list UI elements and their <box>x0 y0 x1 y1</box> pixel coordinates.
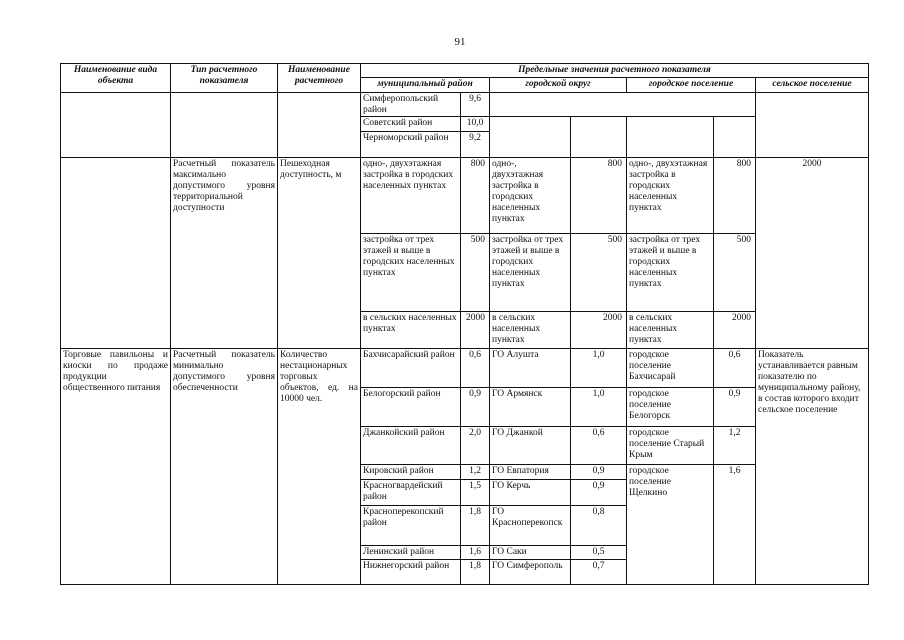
walk-city-text: в сельских населенных пунктах <box>489 311 571 349</box>
kiosk-city-value: 0,8 <box>570 505 627 546</box>
walk-city-value: 500 <box>570 233 627 312</box>
kiosk-city-value: 0,5 <box>570 545 627 560</box>
kiosk-city-name: ГО Саки <box>489 545 571 560</box>
district-name-cell: Черноморский район <box>360 131 461 158</box>
kiosk-settlement-value: 0,6 <box>713 348 756 388</box>
kiosk-city-name: ГО Армянск <box>489 387 571 427</box>
kiosk-district-value: 1,8 <box>460 505 490 546</box>
kiosk-city-value: 0,7 <box>570 559 627 585</box>
walk-city-value: 800 <box>570 157 627 234</box>
kiosk-district-value: 0,9 <box>460 387 490 427</box>
kiosk-district-value: 1,8 <box>460 559 490 585</box>
walk-municipal-text: застройка от трех этажей и выше в городских населенных пунктах <box>360 233 461 312</box>
kiosk-city-value: 1,0 <box>570 387 627 427</box>
kiosk-city-value: 0,9 <box>570 464 627 480</box>
header-municipal-district: муниципальный район <box>360 77 490 93</box>
walk-municipal-text: одно-, двухэтажная застройка в городских населенных пунктах <box>360 157 461 234</box>
district-name-cell: Симферопольский район <box>360 92 461 117</box>
kiosk-city-value: 1,0 <box>570 348 627 388</box>
walk-municipal-value: 800 <box>460 157 490 234</box>
empty-urban-value-cell <box>713 116 756 158</box>
header-rural-settlement: сельское поселение <box>755 77 869 93</box>
walk-urban-value: 800 <box>713 157 756 234</box>
kiosk-settlement-name: городское поселение Белогорск <box>626 387 714 427</box>
empty-city-name-cell <box>489 116 571 158</box>
kiosk-settlement-name: городское поселение Старый Крым <box>626 426 714 465</box>
walk-urban-value: 500 <box>713 233 756 312</box>
header-object-type: Наименование вида объекта <box>60 63 171 93</box>
kiosk-district-name: Белогорский район <box>360 387 461 427</box>
header-indicator-name: Наименование расчетного <box>277 63 361 93</box>
continuation-name-cell <box>277 92 361 158</box>
header-indicator-type: Тип расчетного показателя <box>170 63 278 93</box>
district-value-cell: 10,0 <box>460 116 490 132</box>
kiosk-district-name: Бахчисарайский район <box>360 348 461 388</box>
kiosk-city-name: ГО Симферополь <box>489 559 571 585</box>
kiosk-district-value: 1,6 <box>460 545 490 560</box>
kiosk-settlement-name: городское поселение Щелкино <box>626 464 714 585</box>
kiosk-district-name: Джанкойский район <box>360 426 461 465</box>
kiosk-city-name: ГО Алушта <box>489 348 571 388</box>
walk-urban-text: одно-, двухэтажная застройка в городских населенных пунктах <box>626 157 714 234</box>
kiosk-city-value: 0,9 <box>570 479 627 506</box>
kiosk-district-name: Кировский район <box>360 464 461 480</box>
kiosk-city-name: ГО Керчь <box>489 479 571 506</box>
kiosk-settlement-value: 1,6 <box>713 464 756 585</box>
district-value-cell: 9,2 <box>460 131 490 158</box>
walk-rural-value: 2000 <box>755 157 869 349</box>
kiosk-district-value: 2,0 <box>460 426 490 465</box>
kiosk-settlement-value: 0,9 <box>713 387 756 427</box>
kiosk-object-type: Торговые павильоны и киоски по продаже продукции общественного питания <box>60 348 171 585</box>
continuation-type-cell <box>170 92 278 158</box>
walk-urban-text: в сельских населенных пунктах <box>626 311 714 349</box>
walk-city-text: одно-, двухэтажная застройка в городских населенных пунктах <box>489 157 571 234</box>
walk-city-value: 2000 <box>570 311 627 349</box>
header-limit-values: Предельные значения расчетного показателя <box>360 63 869 78</box>
walk-urban-text: застройка от трех этажей и выше в городских населенных пунктах <box>626 233 714 312</box>
page-number: 91 <box>454 36 466 48</box>
walk-municipal-text: в сельских населенных пунктах <box>360 311 461 349</box>
kiosk-settlement-name: городское поселение Бахчисарай <box>626 348 714 388</box>
continuation-object-cell <box>60 92 171 158</box>
kiosk-city-name: ГО Джанкой <box>489 426 571 465</box>
kiosk-district-value: 0,6 <box>460 348 490 388</box>
kiosk-district-name: Ленинский район <box>360 545 461 560</box>
kiosk-city-name: ГО Красноперекопск <box>489 505 571 546</box>
kiosk-settlement-value: 1,2 <box>713 426 756 465</box>
kiosk-district-name: Нижнегорский район <box>360 559 461 585</box>
kiosk-city-value: 0,6 <box>570 426 627 465</box>
walk-city-text: застройка от трех этажей и выше в городских населенных пунктах <box>489 233 571 312</box>
kiosk-city-name: ГО Евпатория <box>489 464 571 480</box>
walk-indicator-name: Пешеходная доступность, м <box>277 157 361 349</box>
empty-urban-name-cell <box>626 116 714 158</box>
kiosk-district-name: Красноперекопский район <box>360 505 461 546</box>
kiosk-district-value: 1,5 <box>460 479 490 506</box>
district-name-cell: Советский район <box>360 116 461 132</box>
walk-municipal-value: 500 <box>460 233 490 312</box>
kiosk-indicator-name: Количество нестационарных торговых объектов, ед. на 10000 чел. <box>277 348 361 585</box>
walk-municipal-value: 2000 <box>460 311 490 349</box>
empty-rural-cell <box>755 92 869 158</box>
empty-city-value-cell <box>570 116 627 158</box>
walk-indicator-type: Расчетный показатель максимально допустимого уровня территориальной доступности <box>170 157 278 349</box>
kiosk-rural-text: Показатель устанавливается равным показателю по муниципальному району, в состав которого входит сельское поселение <box>755 348 869 585</box>
walk-object-cell <box>60 157 171 349</box>
walk-urban-value: 2000 <box>713 311 756 349</box>
kiosk-indicator-type: Расчетный показатель минимально допустимого уровня обеспеченности <box>170 348 278 585</box>
kiosk-district-name: Красногвардейский район <box>360 479 461 506</box>
district-value-cell: 9,6 <box>460 92 490 117</box>
header-urban-settlement: городское поселение <box>626 77 756 93</box>
kiosk-district-value: 1,2 <box>460 464 490 480</box>
header-city-district: городской округ <box>489 77 627 93</box>
